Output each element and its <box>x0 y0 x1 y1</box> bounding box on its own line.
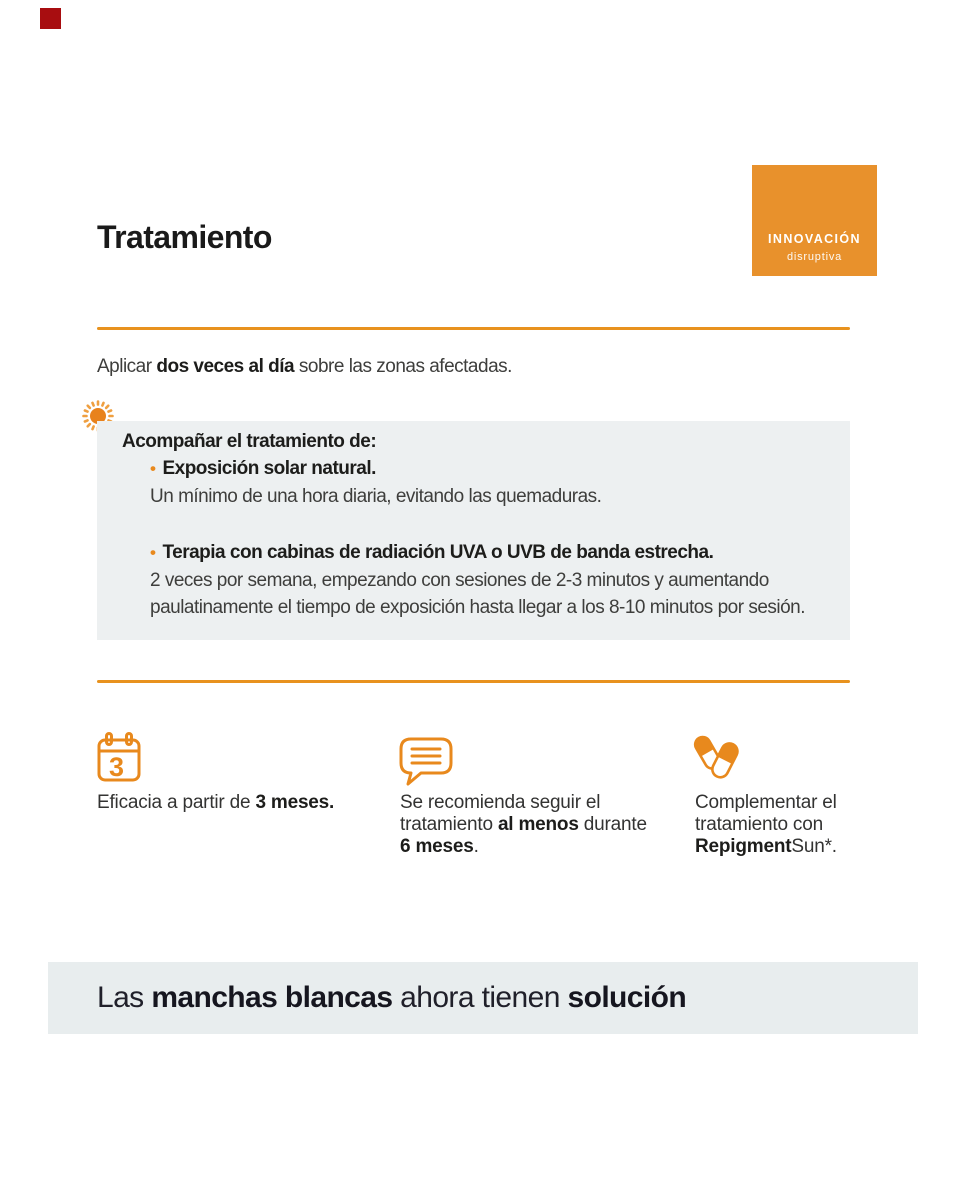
list-item-detail: paulatinamente el tiempo de exposición hasta llegar a los 8-10 minutos por sesión. <box>150 597 806 618</box>
feature-caption-complement: Complementar el tratamiento con RepigmentSun*. <box>695 792 837 857</box>
list-item-detail: 2 veces por semana, empezando con sesiones de 2-3 minutos y aumentando <box>150 570 769 591</box>
banner-text: Las manchas blancas ahora tienen solución <box>97 981 687 1014</box>
bullet-icon: • <box>150 459 156 478</box>
calendar-3-icon <box>96 732 142 789</box>
bullet-icon: • <box>150 543 156 562</box>
capsules-icon <box>693 731 741 790</box>
innovation-badge <box>752 165 877 276</box>
divider-rule-bottom <box>97 680 850 683</box>
list-item-detail: Un mínimo de una hora diaria, evitando las quemaduras. <box>150 486 602 507</box>
svg-text:3: 3 <box>109 752 125 782</box>
divider-rule-top <box>97 327 850 330</box>
badge-line1: INNOVACIÓN <box>768 232 861 246</box>
list-item <box>150 542 713 564</box>
badge-line2: disruptiva <box>786 251 843 263</box>
bottom-banner <box>48 962 918 1034</box>
speech-bubble-icon <box>399 737 455 792</box>
feature-caption-duration: Se recomienda seguir el tratamiento al menos durante 6 meses. <box>400 792 647 857</box>
intro-line: Aplicar dos veces al día sobre las zonas afectadas. <box>97 356 512 377</box>
info-box-heading: Acompañar el tratamiento de: <box>122 431 377 452</box>
list-item-title: Terapia con cabinas de radiación UVA o UVB de banda estrecha. <box>162 542 714 563</box>
list-item-title: Exposición solar natural. <box>162 458 376 479</box>
list-item <box>150 458 376 480</box>
red-marker-square <box>40 8 61 29</box>
feature-caption-efficacy: Eficacia a partir de 3 meses. <box>97 792 335 813</box>
page-title: Tratamiento <box>97 219 272 255</box>
treatment-info-box <box>97 421 850 640</box>
